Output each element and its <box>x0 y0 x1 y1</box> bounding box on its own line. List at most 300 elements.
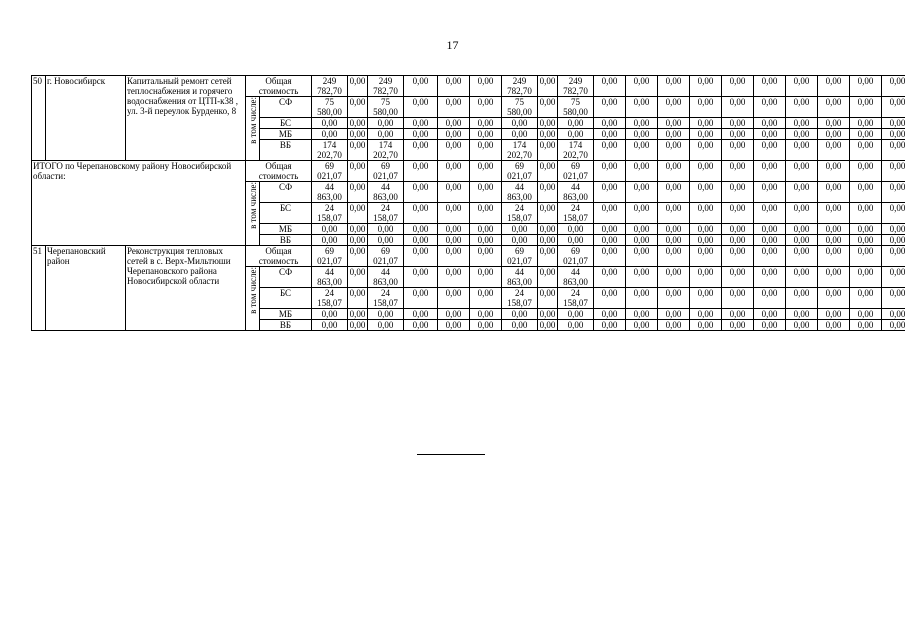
funding-source-label: СФ <box>260 182 312 203</box>
value-cell: 44 863,00 <box>502 182 538 203</box>
value-cell: 0,00 <box>818 118 850 129</box>
value-cell: 0,00 <box>558 309 594 320</box>
value-cell: 0,00 <box>538 76 558 97</box>
total-cost-label: Общая стоимость <box>246 76 312 97</box>
value-cell: 0,00 <box>690 320 722 331</box>
value-cell: 0,00 <box>558 320 594 331</box>
value-cell: 69 021,07 <box>312 161 348 182</box>
value-cell: 0,00 <box>470 129 502 140</box>
value-cell: 0,00 <box>594 267 626 288</box>
value-cell: 0,00 <box>538 267 558 288</box>
value-cell: 0,00 <box>690 288 722 309</box>
value-cell: 0,00 <box>626 288 658 309</box>
value-cell: 0,00 <box>594 246 626 267</box>
value-cell: 0,00 <box>312 118 348 129</box>
value-cell: 0,00 <box>404 182 438 203</box>
value-cell: 0,00 <box>850 76 882 97</box>
value-cell: 0,00 <box>470 182 502 203</box>
value-cell: 0,00 <box>438 97 470 118</box>
value-cell: 0,00 <box>404 203 438 224</box>
value-cell: 0,00 <box>368 129 404 140</box>
value-cell: 0,00 <box>722 182 754 203</box>
budget-table <box>31 75 905 331</box>
value-cell: 75 580,00 <box>502 97 538 118</box>
value-cell: 44 863,00 <box>502 267 538 288</box>
value-cell: 0,00 <box>690 161 722 182</box>
funding-source-label: СФ <box>260 97 312 118</box>
value-cell: 0,00 <box>438 320 470 331</box>
including-label: в том числе: <box>247 97 258 144</box>
funding-source-label: СФ <box>260 267 312 288</box>
total-cost-label: Общая стоимость <box>246 161 312 182</box>
value-cell: 0,00 <box>594 309 626 320</box>
value-cell: 0,00 <box>470 203 502 224</box>
value-cell: 0,00 <box>594 235 626 246</box>
funding-source-label: МБ <box>260 224 312 235</box>
value-cell: 0,00 <box>348 129 368 140</box>
value-cell: 0,00 <box>690 224 722 235</box>
value-cell: 0,00 <box>754 129 786 140</box>
value-cell: 0,00 <box>404 118 438 129</box>
value-cell: 0,00 <box>404 140 438 161</box>
value-cell: 0,00 <box>502 309 538 320</box>
object-title: Капитальный ремонт сетей теплоснабжения и горячего водоснабжения от ЦТП-к38 , ул. 3-й переулок Бурденко, 8 <box>126 76 246 161</box>
value-cell: 0,00 <box>882 129 905 140</box>
value-cell: 0,00 <box>538 129 558 140</box>
value-cell: 0,00 <box>558 235 594 246</box>
value-cell: 0,00 <box>626 246 658 267</box>
value-cell: 0,00 <box>312 224 348 235</box>
value-cell: 0,00 <box>850 97 882 118</box>
value-cell: 0,00 <box>626 309 658 320</box>
value-cell: 0,00 <box>626 97 658 118</box>
value-cell: 0,00 <box>312 129 348 140</box>
value-cell: 0,00 <box>470 246 502 267</box>
value-cell: 0,00 <box>818 97 850 118</box>
value-cell: 0,00 <box>348 140 368 161</box>
value-cell: 0,00 <box>850 246 882 267</box>
value-cell: 249 782,70 <box>558 76 594 97</box>
value-cell: 69 021,07 <box>558 161 594 182</box>
value-cell: 0,00 <box>558 129 594 140</box>
value-cell: 0,00 <box>850 203 882 224</box>
value-cell: 0,00 <box>470 76 502 97</box>
value-cell: 0,00 <box>882 203 905 224</box>
value-cell: 0,00 <box>348 118 368 129</box>
value-cell: 0,00 <box>594 288 626 309</box>
value-cell: 0,00 <box>658 203 690 224</box>
value-cell: 0,00 <box>786 309 818 320</box>
value-cell: 0,00 <box>438 161 470 182</box>
value-cell: 0,00 <box>538 288 558 309</box>
value-cell: 0,00 <box>754 224 786 235</box>
value-cell: 0,00 <box>594 129 626 140</box>
value-cell: 0,00 <box>818 203 850 224</box>
total-cost-label: Общая стоимость <box>246 246 312 267</box>
value-cell: 0,00 <box>754 246 786 267</box>
value-cell: 0,00 <box>786 140 818 161</box>
value-cell: 44 863,00 <box>558 267 594 288</box>
value-cell: 0,00 <box>470 140 502 161</box>
value-cell: 0,00 <box>818 224 850 235</box>
value-cell: 0,00 <box>438 235 470 246</box>
district-name: г. Новосибирск <box>46 76 126 161</box>
value-cell: 0,00 <box>658 76 690 97</box>
value-cell: 0,00 <box>538 182 558 203</box>
value-cell: 0,00 <box>754 161 786 182</box>
value-cell: 0,00 <box>818 161 850 182</box>
value-cell: 0,00 <box>818 309 850 320</box>
value-cell: 0,00 <box>722 224 754 235</box>
value-cell: 0,00 <box>690 76 722 97</box>
value-cell: 0,00 <box>538 320 558 331</box>
value-cell: 0,00 <box>722 118 754 129</box>
value-cell: 0,00 <box>404 267 438 288</box>
value-cell: 0,00 <box>882 97 905 118</box>
value-cell: 0,00 <box>348 309 368 320</box>
value-cell: 0,00 <box>818 140 850 161</box>
value-cell: 69 021,07 <box>502 246 538 267</box>
value-cell: 0,00 <box>348 288 368 309</box>
value-cell: 0,00 <box>658 267 690 288</box>
value-cell: 0,00 <box>882 320 905 331</box>
value-cell: 0,00 <box>882 76 905 97</box>
value-cell: 0,00 <box>470 320 502 331</box>
district-total-label: ИТОГО по Черепановскому району Новосибирской области: <box>32 161 246 246</box>
value-cell: 0,00 <box>438 129 470 140</box>
including-label-cell <box>246 182 260 246</box>
value-cell: 0,00 <box>368 224 404 235</box>
value-cell: 0,00 <box>690 140 722 161</box>
value-cell: 0,00 <box>626 129 658 140</box>
value-cell: 0,00 <box>882 246 905 267</box>
value-cell: 0,00 <box>594 203 626 224</box>
funding-source-label: ВБ <box>260 235 312 246</box>
value-cell: 0,00 <box>538 235 558 246</box>
value-cell: 0,00 <box>538 140 558 161</box>
funding-source-label: БС <box>260 203 312 224</box>
value-cell: 0,00 <box>722 246 754 267</box>
value-cell: 24 158,07 <box>312 203 348 224</box>
value-cell: 0,00 <box>626 140 658 161</box>
including-label: в том числе: <box>247 267 258 314</box>
value-cell: 75 580,00 <box>368 97 404 118</box>
value-cell: 0,00 <box>470 235 502 246</box>
value-cell: 0,00 <box>438 267 470 288</box>
value-cell: 0,00 <box>404 76 438 97</box>
value-cell: 174 202,70 <box>558 140 594 161</box>
value-cell: 0,00 <box>818 182 850 203</box>
value-cell: 0,00 <box>470 267 502 288</box>
value-cell: 0,00 <box>850 161 882 182</box>
value-cell: 69 021,07 <box>312 246 348 267</box>
value-cell: 0,00 <box>626 235 658 246</box>
value-cell: 0,00 <box>658 224 690 235</box>
value-cell: 0,00 <box>438 288 470 309</box>
value-cell: 249 782,70 <box>312 76 348 97</box>
value-cell: 0,00 <box>438 182 470 203</box>
value-cell: 0,00 <box>404 246 438 267</box>
value-cell: 0,00 <box>438 246 470 267</box>
value-cell: 0,00 <box>690 235 722 246</box>
value-cell: 0,00 <box>312 309 348 320</box>
value-cell: 0,00 <box>722 97 754 118</box>
value-cell: 0,00 <box>470 309 502 320</box>
value-cell: 0,00 <box>502 118 538 129</box>
value-cell: 0,00 <box>368 309 404 320</box>
value-cell: 0,00 <box>594 161 626 182</box>
value-cell: 0,00 <box>368 118 404 129</box>
value-cell: 44 863,00 <box>368 182 404 203</box>
value-cell: 0,00 <box>850 267 882 288</box>
including-label-cell <box>246 267 260 331</box>
value-cell: 0,00 <box>722 129 754 140</box>
value-cell: 0,00 <box>818 76 850 97</box>
value-cell: 0,00 <box>722 76 754 97</box>
value-cell: 24 158,07 <box>558 203 594 224</box>
funding-source-label: МБ <box>260 309 312 320</box>
value-cell: 0,00 <box>404 224 438 235</box>
value-cell: 0,00 <box>626 267 658 288</box>
value-cell: 0,00 <box>348 320 368 331</box>
value-cell: 0,00 <box>818 129 850 140</box>
value-cell: 0,00 <box>722 288 754 309</box>
value-cell: 0,00 <box>538 203 558 224</box>
value-cell: 249 782,70 <box>368 76 404 97</box>
object-title: Реконструкция тепловых сетей в с. Верх-Мильтюши Черепановского района Новосибирской области <box>126 246 246 331</box>
value-cell: 0,00 <box>786 118 818 129</box>
value-cell: 0,00 <box>658 288 690 309</box>
value-cell: 0,00 <box>882 118 905 129</box>
value-cell: 0,00 <box>558 224 594 235</box>
value-cell: 0,00 <box>438 309 470 320</box>
value-cell: 0,00 <box>502 235 538 246</box>
value-cell: 0,00 <box>626 224 658 235</box>
table-row <box>32 246 905 267</box>
value-cell: 0,00 <box>882 267 905 288</box>
value-cell: 0,00 <box>722 140 754 161</box>
value-cell: 0,00 <box>658 97 690 118</box>
value-cell: 0,00 <box>658 129 690 140</box>
value-cell: 0,00 <box>850 235 882 246</box>
value-cell: 0,00 <box>470 224 502 235</box>
page-number: 17 <box>446 38 459 52</box>
value-cell: 0,00 <box>538 246 558 267</box>
value-cell: 0,00 <box>818 246 850 267</box>
value-cell: 24 158,07 <box>502 203 538 224</box>
value-cell: 0,00 <box>722 320 754 331</box>
value-cell: 69 021,07 <box>368 161 404 182</box>
value-cell: 0,00 <box>348 97 368 118</box>
value-cell: 0,00 <box>502 129 538 140</box>
value-cell: 0,00 <box>470 118 502 129</box>
value-cell: 44 863,00 <box>558 182 594 203</box>
value-cell: 0,00 <box>754 288 786 309</box>
value-cell: 0,00 <box>438 224 470 235</box>
funding-source-label: БС <box>260 288 312 309</box>
including-label: в том числе: <box>247 182 258 229</box>
value-cell: 0,00 <box>558 118 594 129</box>
value-cell: 0,00 <box>754 309 786 320</box>
value-cell: 0,00 <box>722 161 754 182</box>
district-name: Черепановский район <box>46 246 126 331</box>
value-cell: 0,00 <box>786 224 818 235</box>
value-cell: 0,00 <box>786 129 818 140</box>
value-cell: 0,00 <box>850 182 882 203</box>
value-cell: 24 158,07 <box>558 288 594 309</box>
value-cell: 0,00 <box>786 182 818 203</box>
value-cell: 0,00 <box>786 76 818 97</box>
funding-source-label: ВБ <box>260 320 312 331</box>
value-cell: 0,00 <box>850 118 882 129</box>
value-cell: 0,00 <box>786 288 818 309</box>
value-cell: 174 202,70 <box>502 140 538 161</box>
value-cell: 0,00 <box>850 129 882 140</box>
value-cell: 0,00 <box>438 140 470 161</box>
value-cell: 174 202,70 <box>368 140 404 161</box>
value-cell: 44 863,00 <box>368 267 404 288</box>
funding-source-label: ВБ <box>260 140 312 161</box>
value-cell: 0,00 <box>348 203 368 224</box>
value-cell: 0,00 <box>754 320 786 331</box>
value-cell: 0,00 <box>786 246 818 267</box>
value-cell: 249 782,70 <box>502 76 538 97</box>
value-cell: 44 863,00 <box>312 182 348 203</box>
value-cell: 0,00 <box>818 288 850 309</box>
value-cell: 0,00 <box>690 309 722 320</box>
value-cell: 69 021,07 <box>368 246 404 267</box>
value-cell: 0,00 <box>312 320 348 331</box>
value-cell: 0,00 <box>818 267 850 288</box>
value-cell: 24 158,07 <box>368 288 404 309</box>
value-cell: 44 863,00 <box>312 267 348 288</box>
including-label-cell <box>246 97 260 161</box>
value-cell: 0,00 <box>594 140 626 161</box>
value-cell: 0,00 <box>658 235 690 246</box>
value-cell: 75 580,00 <box>558 97 594 118</box>
value-cell: 0,00 <box>438 76 470 97</box>
value-cell: 0,00 <box>626 161 658 182</box>
value-cell: 24 158,07 <box>312 288 348 309</box>
closing-rule <box>417 454 485 455</box>
value-cell: 0,00 <box>658 320 690 331</box>
value-cell: 0,00 <box>690 182 722 203</box>
value-cell: 0,00 <box>348 235 368 246</box>
value-cell: 0,00 <box>818 235 850 246</box>
value-cell: 0,00 <box>754 76 786 97</box>
table-row <box>32 76 905 97</box>
value-cell: 0,00 <box>626 203 658 224</box>
object-number: 51 <box>32 246 46 331</box>
value-cell: 0,00 <box>786 320 818 331</box>
value-cell: 0,00 <box>690 203 722 224</box>
value-cell: 0,00 <box>786 161 818 182</box>
value-cell: 0,00 <box>626 76 658 97</box>
value-cell: 0,00 <box>754 97 786 118</box>
value-cell: 0,00 <box>690 129 722 140</box>
value-cell: 0,00 <box>722 235 754 246</box>
value-cell: 0,00 <box>786 97 818 118</box>
value-cell: 0,00 <box>690 267 722 288</box>
object-number: 50 <box>32 76 46 161</box>
value-cell: 0,00 <box>538 97 558 118</box>
value-cell: 0,00 <box>882 140 905 161</box>
value-cell: 0,00 <box>348 246 368 267</box>
value-cell: 0,00 <box>786 203 818 224</box>
value-cell: 0,00 <box>594 97 626 118</box>
value-cell: 0,00 <box>626 182 658 203</box>
value-cell: 0,00 <box>850 309 882 320</box>
value-cell: 0,00 <box>404 161 438 182</box>
value-cell: 0,00 <box>850 288 882 309</box>
value-cell: 0,00 <box>348 267 368 288</box>
value-cell: 174 202,70 <box>312 140 348 161</box>
value-cell: 0,00 <box>438 203 470 224</box>
value-cell: 0,00 <box>404 309 438 320</box>
value-cell: 0,00 <box>754 118 786 129</box>
value-cell: 0,00 <box>404 235 438 246</box>
value-cell: 0,00 <box>348 224 368 235</box>
value-cell: 0,00 <box>470 288 502 309</box>
value-cell: 0,00 <box>594 224 626 235</box>
value-cell: 0,00 <box>690 246 722 267</box>
value-cell: 0,00 <box>850 224 882 235</box>
value-cell: 0,00 <box>754 203 786 224</box>
value-cell: 0,00 <box>690 118 722 129</box>
value-cell: 0,00 <box>882 182 905 203</box>
value-cell: 0,00 <box>348 161 368 182</box>
value-cell: 0,00 <box>882 224 905 235</box>
value-cell: 75 580,00 <box>312 97 348 118</box>
value-cell: 0,00 <box>722 309 754 320</box>
value-cell: 0,00 <box>404 320 438 331</box>
value-cell: 0,00 <box>538 161 558 182</box>
value-cell: 69 021,07 <box>558 246 594 267</box>
value-cell: 0,00 <box>658 246 690 267</box>
value-cell: 0,00 <box>626 118 658 129</box>
funding-source-label: БС <box>260 118 312 129</box>
value-cell: 0,00 <box>754 267 786 288</box>
value-cell: 0,00 <box>658 161 690 182</box>
value-cell: 0,00 <box>348 182 368 203</box>
table-row <box>32 161 905 182</box>
value-cell: 0,00 <box>368 320 404 331</box>
value-cell: 0,00 <box>882 161 905 182</box>
funding-source-label: МБ <box>260 129 312 140</box>
value-cell: 0,00 <box>438 118 470 129</box>
value-cell: 0,00 <box>470 161 502 182</box>
value-cell: 0,00 <box>594 182 626 203</box>
value-cell: 0,00 <box>882 235 905 246</box>
value-cell: 0,00 <box>594 76 626 97</box>
value-cell: 0,00 <box>786 267 818 288</box>
value-cell: 24 158,07 <box>368 203 404 224</box>
value-cell: 0,00 <box>754 182 786 203</box>
value-cell: 0,00 <box>404 129 438 140</box>
value-cell: 0,00 <box>658 118 690 129</box>
value-cell: 0,00 <box>658 309 690 320</box>
value-cell: 0,00 <box>626 320 658 331</box>
value-cell: 0,00 <box>690 97 722 118</box>
value-cell: 0,00 <box>754 140 786 161</box>
value-cell: 0,00 <box>502 320 538 331</box>
value-cell: 0,00 <box>538 309 558 320</box>
value-cell: 0,00 <box>754 235 786 246</box>
value-cell: 0,00 <box>882 309 905 320</box>
value-cell: 0,00 <box>502 224 538 235</box>
value-cell: 69 021,07 <box>502 161 538 182</box>
value-cell: 0,00 <box>658 182 690 203</box>
